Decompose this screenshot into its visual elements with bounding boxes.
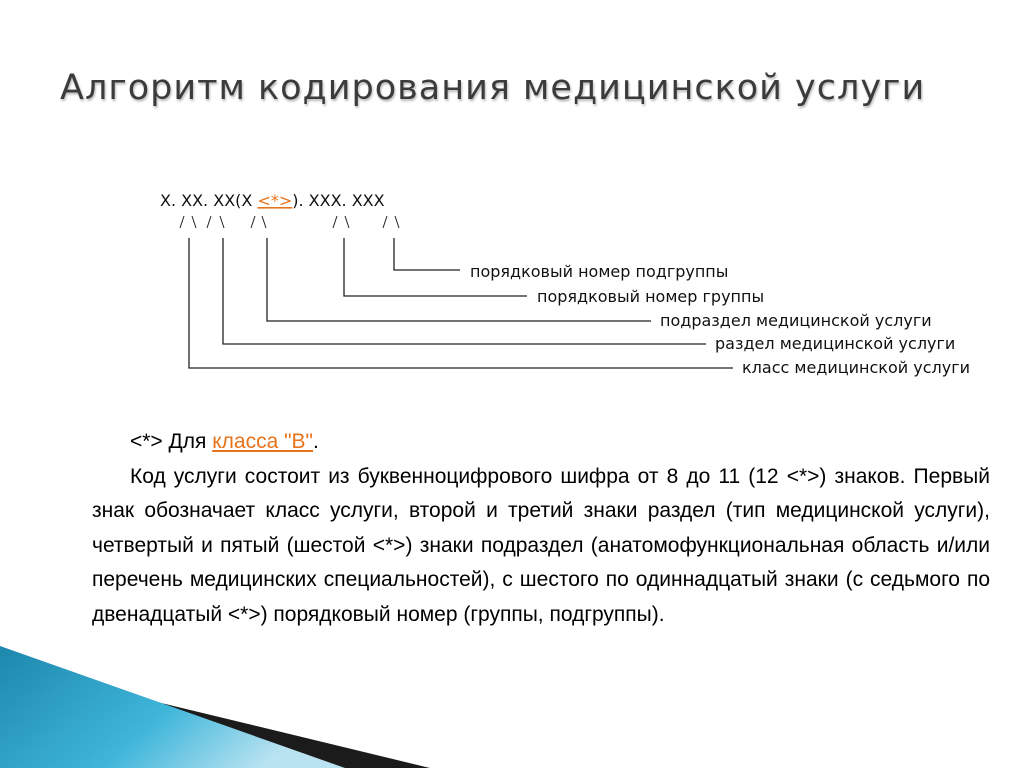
- branch-slashes: [180, 216, 399, 228]
- label-service-section: раздел медицинской услуги: [715, 334, 956, 353]
- footnote-prefix: <*> Для: [130, 430, 213, 453]
- label-service-class: класс медицинской услуги: [742, 358, 970, 377]
- label-group-number: порядковый номер группы: [537, 287, 765, 306]
- code-footnote-link[interactable]: <*>: [257, 191, 293, 210]
- code-format: [160, 191, 385, 210]
- slide-title: Алгоритм кодирования медицинской услуги: [60, 68, 926, 108]
- footnote-suffix: .: [313, 430, 319, 453]
- body-text: [92, 425, 990, 632]
- footnote: [92, 425, 990, 460]
- wedge-blue-shape: [0, 646, 345, 768]
- label-subgroup-number: порядковый номер подгруппы: [470, 262, 729, 281]
- description-paragraph: Код услуги состоит из буквенноцифрового шифра от 8 до 11 (12 <*>) знаков. Первый знак обозначает класс услуги, второй и третий знаки раздел (тип медицинской услуги), четвертый и пятый (шестой <*>) знаки подраздел (анатомофункциональная область и/или перечень медицинских специальностей), с шестого по одиннадцатый знаки (с седьмого по двенадцатый <*>) порядковый номер (группы, подгруппы).: [92, 464, 990, 626]
- code-format-end: ). XXX. XXX: [292, 191, 385, 210]
- code-format-start: X. XX. XX(X: [160, 191, 258, 210]
- label-service-subsection: подраздел медицинской услуги: [660, 311, 932, 330]
- class-b-link[interactable]: класса "B": [212, 430, 314, 453]
- wedge-dark-shape: [0, 664, 430, 768]
